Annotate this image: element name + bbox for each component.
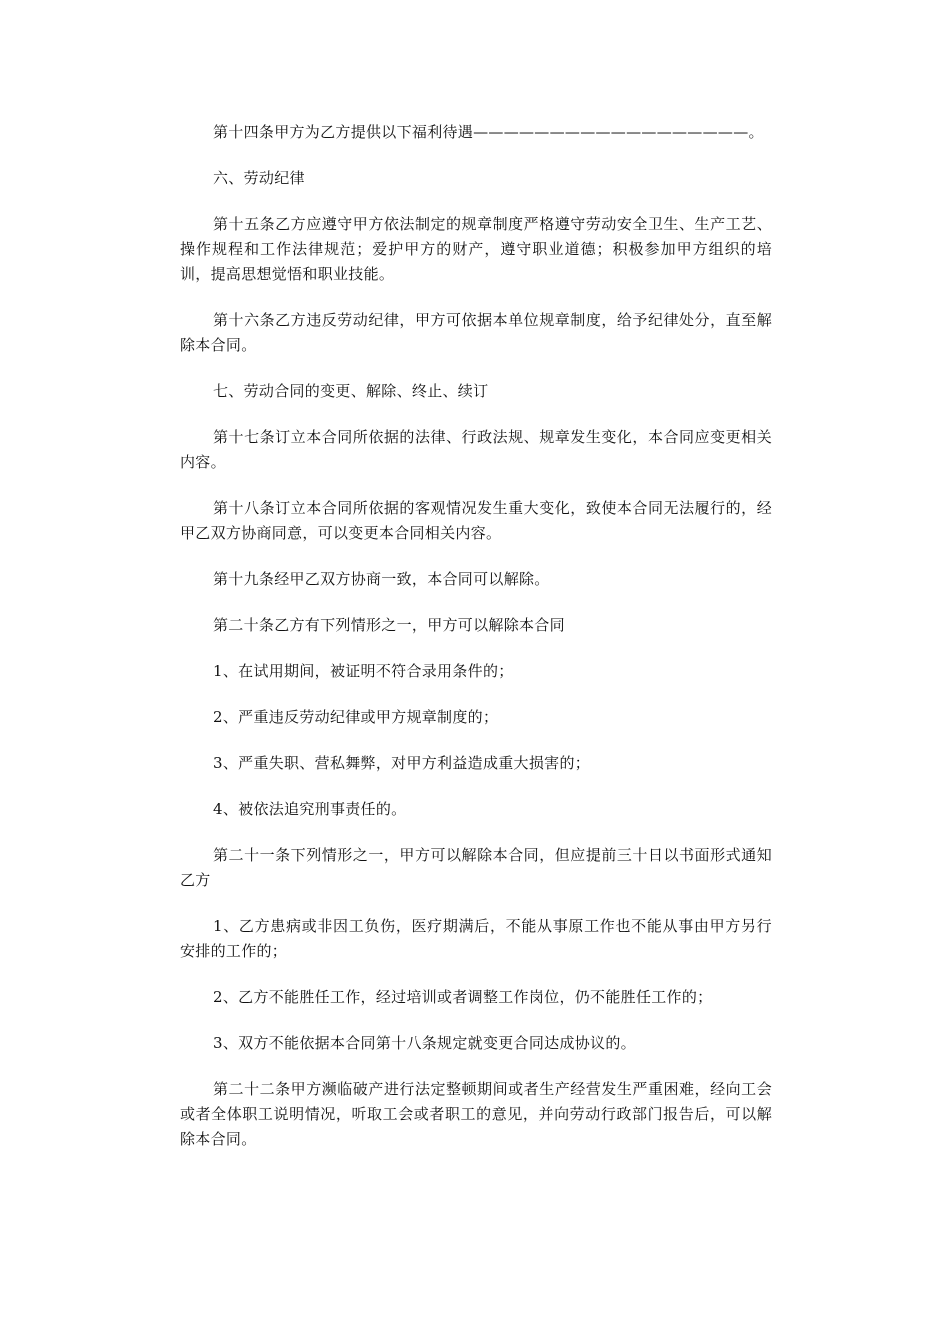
article-21: 第二十一条下列情形之一，甲方可以解除本合同，但应提前三十日以书面形式通知乙方 [180,846,772,889]
article-21-item-1: 1、乙方患病或非因工负伤，医疗期满后，不能从事原工作也不能从事由甲方另行安排的工作的； [180,917,772,960]
article-17: 第十七条订立本合同所依据的法律、行政法规、规章发生变化，本合同应变更相关内容。 [180,428,772,471]
article-20-item-4: 4、被依法追究刑事责任的。 [213,800,407,818]
article-20: 第二十条乙方有下列情形之一，甲方可以解除本合同 [213,616,565,634]
section-heading-contract-changes: 七、劳动合同的变更、解除、终止、续订 [213,382,489,400]
article-20-item-2: 2、严重违反劳动纪律或甲方规章制度的； [213,708,499,726]
section-heading-labor-discipline: 六、劳动纪律 [213,169,305,187]
article-21-item-2: 2、乙方不能胜任工作，经过培训或者调整工作岗位，仍不能胜任工作的； [213,988,713,1006]
article-19: 第十九条经甲乙双方协商一致，本合同可以解除。 [213,570,550,588]
article-20-item-1: 1、在试用期间，被证明不符合录用条件的； [213,662,514,680]
article-21-item-3: 3、双方不能依据本合同第十八条规定就变更合同达成协议的。 [213,1034,636,1052]
article-18: 第十八条订立本合同所依据的客观情况发生重大变化，致使本合同无法履行的，经甲乙双方协商同意，可以变更本合同相关内容。 [180,499,772,542]
article-14: 第十四条甲方为乙方提供以下福利待遇——————————————————。 [213,123,764,141]
article-15: 第十五条乙方应遵守甲方依法制定的规章制度严格遵守劳动安全卫生、生产工艺、操作规程和工作法律规范；爱护甲方的财产，遵守职业道德；积极参加甲方组织的培训，提高思想觉悟和职业技能。 [180,215,772,283]
article-20-item-3: 3、严重失职、营私舞弊，对甲方利益造成重大损害的； [213,754,591,772]
article-22: 第二十二条甲方濒临破产进行法定整顿期间或者生产经营发生严重困难，经向工会或者全体职工说明情况，听取工会或者职工的意见，并向劳动行政部门报告后，可以解除本合同。 [180,1080,772,1148]
document-body [180,120,772,1173]
article-16: 第十六条乙方违反劳动纪律，甲方可依据本单位规章制度，给予纪律处分，直至解除本合同。 [180,311,772,354]
